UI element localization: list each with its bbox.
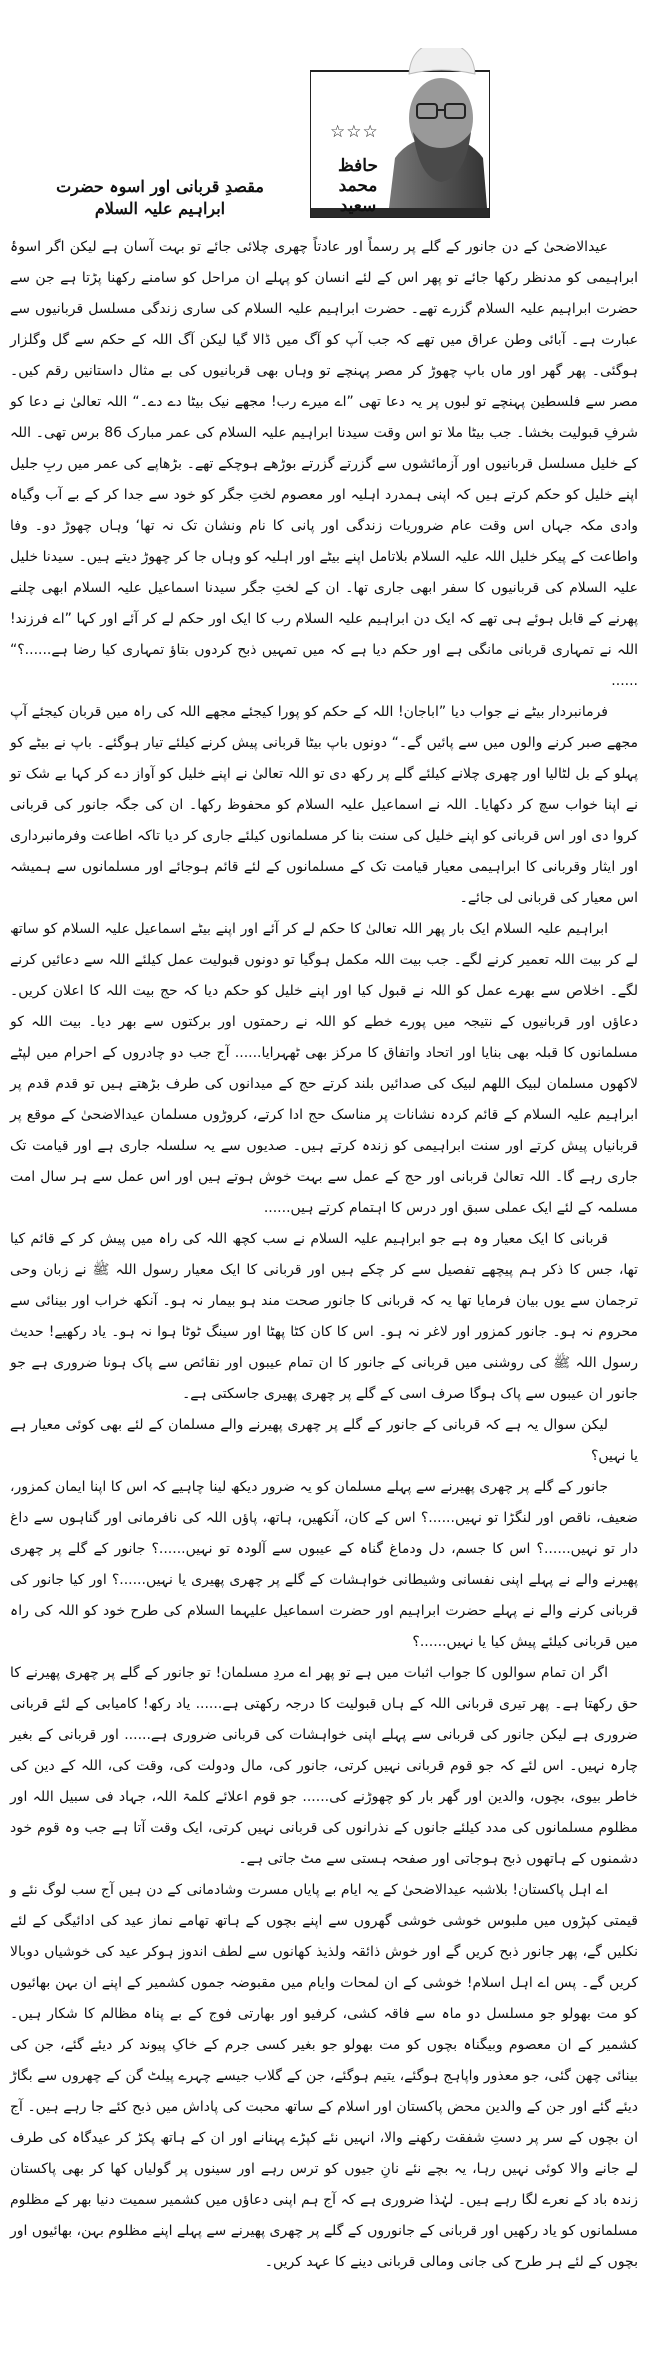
text-line: قربانی کا ایک معیار وہ ہے جو ابراہیم علیہ السلام نے سب کچھ اللہ کی راہ میں پیش کر کے قائم کیا تھا، جس کا ذکر ہم [10,1231,638,1278]
text-line: کٹا پھٹا اور سینگ ٹوٹا ہوا نہ ہو۔ یاد رکھیے! حدیث رسول اللہ ﷺ کی روشنی میں قربانی کے جانور کا ان تمام عیبوں اور [10,1324,638,1371]
text-line: ابراہیم علیہ السلام ایک بار پھر اللہ تعالیٰ کا حکم لے کر آئے اور اپنے بیٹے اسماعیل علیہ السلام کو ساتھ لے کر بیت [10,921,638,968]
text-line: جانور کے گلے پر چھری پھیرنے سے پہلے مسلمان کو یہ ضرور دیکھ لینا چاہیے کہ اس کا اپنا ایمان کمزور، ضعیف، [10,1479,638,1526]
text-line: لیکن سوال یہ ہے کہ قربانی کے جانور کے گلے پر چھری پھیرنے والے مسلمان کے لئے بھی کوئی معیار ہے یا نہیں؟ [10,1417,638,1464]
text-line: امت مسلمہ کے لئے ایک عملی سبق اور درس کا اہتمام کرتے ہیں...... [10,1169,638,1216]
text-line: وادی مکہ جہاں اس وقت عام ضروریات زندگی اور پانی کا نام ونشان تک نہ تھا‘ وہاں چھوڑ دو۔ وفا واطاعت کے پیکر [10,518,639,565]
text-line: اگر ان تمام سوالوں کا جواب اثبات میں ہے تو پھر اے مردِ مسلمان! تو جانور کے گلے پر چھری پھیرنے کا حق [10,1665,638,1712]
article-body [10,232,638,2278]
text-line: مسلمانوں کو یاد رکھیں اور قربانی کے جانوروں کے گلے پر چھری پھیرنے سے پہلے اپنے مظلوم بہن، بھائیوں اور بچوں [10,2223,638,2270]
text-line: کہ قربانی کا جانور صحت مند ہو بیمار نہ ہو۔ آنکھ خراب اور بینائی سے محروم نہ ہو۔ جانور کمزور اور لاغر نہ ہو۔ اس کا کان [10,1293,639,1340]
text-line: پکڑ کر عیدگاہ کی طرف لے جانے والا کوئی نہیں رہا، یہ بچے نئے نانِ جیوں کو ترس رہے اور سینوں پر گولیاں کھا کر بھی [10,2130,638,2177]
text-line: نیک بیٹا دے دے۔“ اللہ تعالیٰ نے دعا کو شرفِ قبولیت بخشا۔ جب بیٹا ملا تو اس وقت سیدنا ابراہیم علیہ السلام کی عمر [10,394,639,441]
text-line: عیدالاضحیٰ کے دن جانور کے گلے پر رسماً اور عادتاً چھری چلائی جائے تو بہت آسان ہے لیکن اگر اسوۂ ابراہیمی کو [10,239,638,286]
text-line: نفسانی وشیطانی خواہشات کے گلے پر چھری پھیری یا نہیں......؟ اور کیا جانور کی قربانی کرنے والے نے پہلے حضرت [10,1572,638,1619]
text-line: اسلام! خوشی کے ان لمحات وایام میں مقبوضہ جموں کشمیر کے اپنے ان بہن بھائیوں کو مت بھولو جو مسلسل دو ماہ سے فاقہ [10,1975,639,2022]
text-line: پیچھے تفصیل سے کر چکے ہیں اور قربانی کا ایک معیار رسول اللہ ﷺ نے زبان وحی ترجمان سے یوں بیان فرمایا تھا یہ [10,1262,638,1309]
article-title: مقصدِ قربانی اور اسوہ حضرت ابراہیم علیہ السلام [56,177,264,218]
text-line: ذبح کئے جا رہے ہیں۔ آج ان بچوں کے سر پر دستِ شفقت رکھنے والا، انہیں نئے کپڑے پہنانے اور ان کے ہاتھ [10,2099,638,2146]
text-line: تھے کہ جب آپ کو آگ میں ڈالا گیا لیکن آگ اللہ کے حکم سے گل وگلزار ہوگئی۔ پھر گھر اور ماں باپ چھوڑ کر مصر پہنچے تو [10,332,638,379]
text-line: علیہ السلام رب کا ایک اور حکم لے کر آئے اور کہا ”اے فرزند! اللہ نے تمہاری قربانی مانگی ہے اور حکم دیا ہے کہ میں [10,611,638,658]
paragraph [10,697,638,914]
text-line: رکھتا ہے۔ پھر تیری قربانی اللہ کے ہاں قبولیت کا درجہ رکھتی ہے...... یاد رکھ! کامیابی کے لئے قربانی ضروری ہے لیکن [10,1696,638,1743]
text-line: پاکستان زندہ باد کے نعرے لگا رہے ہیں۔ لہٰذا ضروری ہے کہ آج ہم اپنی دعاؤں میں کشمیر سمیت دنیا بھر کے مظلوم [10,2161,638,2208]
text-line: جانور کی قربانی سے پہلے اپنی خواہشات کی قربانی ضروری ہے...... اور قربانی کے بغیر چارہ نہیں۔ اس لئے کہ جو قوم [10,1727,638,1774]
text-line: کرنے والوں میں سے پائیں گے۔“ دونوں باپ بیٹا قربانی پیش کرنے کیلئے تیار ہوگئے۔ باپ نے بیٹے کو پہلو کے [10,735,639,782]
text-line: مسلمان عیدالاضحیٰ کے موقع پر قربانیاں پیش کرتے اور سنت ابراہیمی کو زندہ کرتے ہیں۔ صدیوں سے یہ سلسلہ جاری [10,1107,639,1154]
text-line: قربانی نہیں کرتی، جانور کی، مال ودولت کی، وقت کی، اللہ کے دین کی خاطر بیوی، بچوں، والدین اور گھر بار کو چھوڑنے [10,1758,639,1805]
author-name: حافظ محمد سعید [338,156,378,216]
text-line: مبارک 86 برس تھی۔ اللہ کے خلیل مسلسل قربانیوں اور آزمائشوں سے گزرتے گزرتے بوڑھے ہوچکے تھے۔ بڑھاپے [10,425,639,472]
text-line: بھرے عمل کو اللہ نے قبول کیا اور اپنے خلیل کو حکم دیا کہ حج بیت اللہ کا اعلان کریں۔ دعاؤں اور قربانیوں کے نتیجہ میں [10,983,639,1030]
paragraph [10,1658,638,1875]
paragraph [10,1224,638,1410]
text-line: میدانوں کی طرف بڑھتے ہیں تو قدم قدم پر ابراہیم علیہ السلام کے قائم کردہ نشانات پر مناسک حج ادا کرتے، کروڑوں [10,1076,638,1123]
stars-rating-icon: ☆☆☆ [330,122,379,142]
text-line: ابھی جاری تھا۔ ان کے لختِ جگر سیدنا اسماعیل علیہ السلام ابھی چلنے پھرنے کے قابل ہوئے ہی تھے کہ ایک دن ابراہیم [10,580,639,627]
author-portrait [389,48,487,208]
text-line: پورے خطے کو اللہ نے رحمتوں اور برکتوں سے بھر دیا۔ بیت اللہ کو مسلمانوں کا قبلہ بھی بنایا اور اتحاد واتفاق کا مرکز بھی [10,1014,639,1061]
text-line: خلیل اللہ علیہ السلام بلاتامل اپنے بیٹے اور اہلیہ کو وہاں جا کر چھوڑ دیتے ہیں۔ سیدنا خلیل علیہ السلام کی قربانیوں کا سفر [10,549,638,596]
text-line: اس کا جسم، دل ودماغ گناہ کے عیبوں سے آلودہ تو نہیں......؟ جانور کے گلے پر چھری پھیرنے والے نے پہلے اپنی [10,1541,638,1588]
text-line: گزرے تھے۔ حضرت ابراہیم علیہ السلام کی ساری زندگی مسلسل قربانیوں سے عبارت ہے۔ آبائی وطن عراق میں [10,301,638,348]
text-line: جانور ذبح کریں گے اور خوش ذائقہ ولذیذ کھانوں سے لطف اندوز ہوکر عید کی خوشیاں دوبالا کریں گے۔ پس اے اہل [10,1944,638,1991]
paragraph [10,232,638,697]
text-line: نقائص سے پاک ہونا ضروری ہے جو جانور ان عیبوں سے پاک ہوگا صرف اسی کے گلے پر چھری پھیری جاسکتی ہے۔ [10,1355,638,1402]
text-line: کشی، کرفیو اور بھارتی فوج کے بے پناہ مظالم کا شکار ہیں۔ کشمیر کے ان معصوم وبیگناہ بچوں کو مت بھولو جو بغیر کسی جرم [10,2006,638,2053]
text-line: فرمانبردار بیٹے نے جواب دیا ”اباجان! اللہ کے حکم کو پورا کیجئے مجھے اللہ کی راہ میں قربان کیجئے آپ مجھے صبر [10,704,638,751]
paragraph [10,1410,638,1472]
text-line: بل لٹالیا اور چھری چلانے کیلئے گلے پر رکھ دی تو اللہ تعالیٰ نے اپنے خلیل کو آواز دے کر کہا بے شک تو نے اپنا خواب سچ [10,766,639,813]
text-line: پیلٹ گن کے چھروں سے بگاڑ دیئے گئے اور جن کے والدین محض پاکستان اور اسلام کے ساتھ محبت کی پاداش میں [10,2068,638,2115]
text-line: مدنظر رکھا جائے تو پھر اس کے لئے انسان کو پہلے ان مراحل کو سامنے رکھنا پڑتا ہے جن سے حضرت ابراہیم علیہ السلام [10,270,639,317]
text-line: مسلمانوں کے لئے قائم ہوجائے اور مسلمانوں سے ہمیشہ اس معیار کی قربانی لی جائے۔ [10,859,638,906]
text-line: اے اہل پاکستان! بلاشبہ عیدالاضحیٰ کے یہ ایام بے پایاں مسرت وشادمانی کے دن ہیں آج سب لوگ نئے و [10,1882,608,1898]
text-line: کی...... جو قوم اعلائے کلمۃ اللہ، جہاد فی سبیل اللہ اور مظلوم مسلمانوں کی مدد کیلئے جانوں کے نذرانوں کی قربانی نہیں [10,1789,638,1836]
text-line: کرتی، ایک وقت آتا ہے جب وہ قوم خود دشمنوں کے ہاتھوں ذبح ہوجاتی اور صفحہ ہستی سے مٹ جاتی ہے۔ [10,1820,638,1867]
paragraph [10,1875,638,2278]
text-line: کے خاکِ پیوند کر دیئے گئے، جن کی بینائی چھن گئی، جو معذور واپاہج ہوگئے، یتیم ہوگئے، جن کے گلاب جیسے چہرے [10,2037,638,2084]
text-line: کی عمر میں ربِ جلیل اپنے خلیل کو حکم کرتے ہیں کہ اپنی ہمدرد اہلیہ اور معصوم لختِ جگر کو خود سے جدا کر کے بے آب وگیاہ [10,456,638,503]
paragraph [10,914,638,1224]
paragraph [10,1472,638,1658]
text-line: تمہیں ذبح کردوں بتاؤ تمہاری کیا رضا ہے......؟“ ...... [10,642,638,689]
text-line: ابراہیم اور حضرت اسماعیل علیہما السلام کی طرح خود کو اللہ کی راہ میں قربانی کیلئے پیش کیا یا نہیں......؟ [10,1603,638,1650]
text-line: وہاں بھی قربانیوں کی بے مثال داستانیں رقم کیں۔ مصر سے فلسطین پہنچے تو لبوں پر یہ دعا تھی ”اے میرے رب! مجھے [10,363,639,410]
text-line: ٹھہرایا...... آج جب دو چادروں کے احرام میں لپٹے لاکھوں مسلمان لبیک اللھم لبیک کی صدائیں بلند کرتے حج کے [10,1045,639,1092]
text-line: قیمتی کپڑوں میں ملبوس خوشی خوشی گھروں سے اپنے بچوں کے ہاتھ تھامے نماز عید کی ادائیگی کے لئے نکلیں گے، پھر [10,1913,638,1960]
text-line: کے لئے ہر طرح کی جانی ومالی قربانی دینے کا عہد کریں۔ [264,2254,604,2270]
text-line: ناقص اور لنگڑا تو نہیں......؟ اس کے کان، آنکھیں، ہاتھ، پاؤں اللہ کی نافرمانی اور گناہوں سے داغ دار تو نہیں......؟ [10,1510,639,1557]
text-line: کر دکھایا۔ اللہ نے اسماعیل علیہ السلام کو محفوظ رکھا۔ ان کی جگہ جانور کی قربانی کروا دی اور اس قربانی کو اپنے خلیل کی [10,797,639,844]
text-line: سنت بنا کر مسلمانوں کیلئے جاری کر دیا تاکہ اطاعت وفرمانبرداری اور ایثار وقربانی کا ابراہیمی معیار قیامت تک کے [10,828,638,875]
text-line: اللہ تعمیر کرنے لگے۔ جب بیت اللہ مکمل ہوگیا تو دونوں قبولیت عمل کیلئے اللہ سے دعائیں کرنے لگے۔ اخلاص سے [10,952,639,999]
text-line: ہے اور قیامت تک جاری رہے گا۔ اللہ تعالیٰ قربانی اور حج کے عمل سے بہت خوش ہوتے ہیں اور اس عمل سے ہر سال [10,1138,638,1185]
